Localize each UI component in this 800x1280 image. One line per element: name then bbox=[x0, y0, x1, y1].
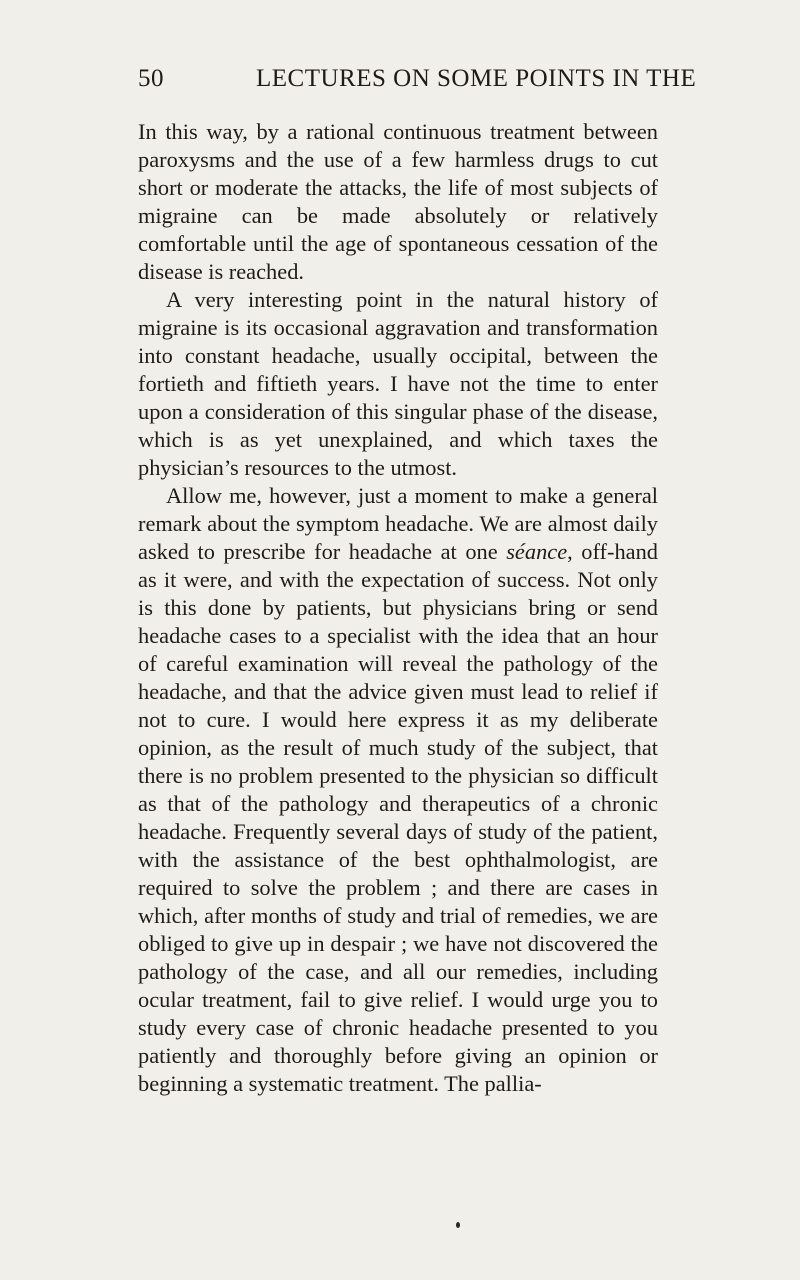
ink-speck bbox=[456, 1222, 460, 1228]
paragraph-2: A very interesting point in the natural history of migraine is its occasional aggravation and transformation into constant headache, usually occipital, between the fortieth and fiftieth years. I have not the time to enter upon a consideration of this singular phase of the disease, which is as yet unexplained, and which taxes the physician’s resources to the utmost. bbox=[138, 287, 658, 480]
running-title: LECTURES ON SOME POINTS IN THE bbox=[256, 65, 697, 92]
paragraph-3-text-start: Allow me, however, just a moment to make a general remark about the symptom headache. We are almost daily asked to prescribe for headache at one bbox=[138, 483, 658, 564]
paragraph-1: In this way, by a rational continuous treatment between paroxysms and the use of a few harmless drugs to cut short or moderate the attacks, the life of most subjects of migraine can be made absolutely or relatively comfortable until the age of spontaneous cessation of the disease is reached. bbox=[138, 119, 658, 284]
running-head bbox=[138, 62, 697, 96]
page-number: 50 bbox=[138, 65, 164, 92]
paragraph-3 bbox=[138, 482, 658, 1098]
italic-term: séance bbox=[506, 539, 568, 564]
body-text bbox=[138, 118, 658, 1098]
paragraph-3-text-end: , off-hand as it were, and with the expectation of success. Not only is this done by patients, but physicians bring or send headache cases to a specialist with the idea that an hour of careful examination will reveal the pathology of the headache, and that the advice given must lead to relief if not to cure. I would here express it as my deliberate opinion, as the result of much study of the subject, that there is no problem presented to the physician so difficult as that of the pathology and therapeutics of a chronic headache. Frequently several days of study of the patient, with the assistance of the best ophthalmologist, are required to solve the problem ; and there are cases in which, after months of study and trial of remedies, we are obliged to give up in despair ; we have not discovered the pathology of the case, and all our remedies, including ocular treatment, fail to give relief. I would urge you to study every case of chronic headache presented to you patiently and thoroughly before giving an opinion or beginning a systematic treatment. The pallia- bbox=[138, 539, 658, 1096]
